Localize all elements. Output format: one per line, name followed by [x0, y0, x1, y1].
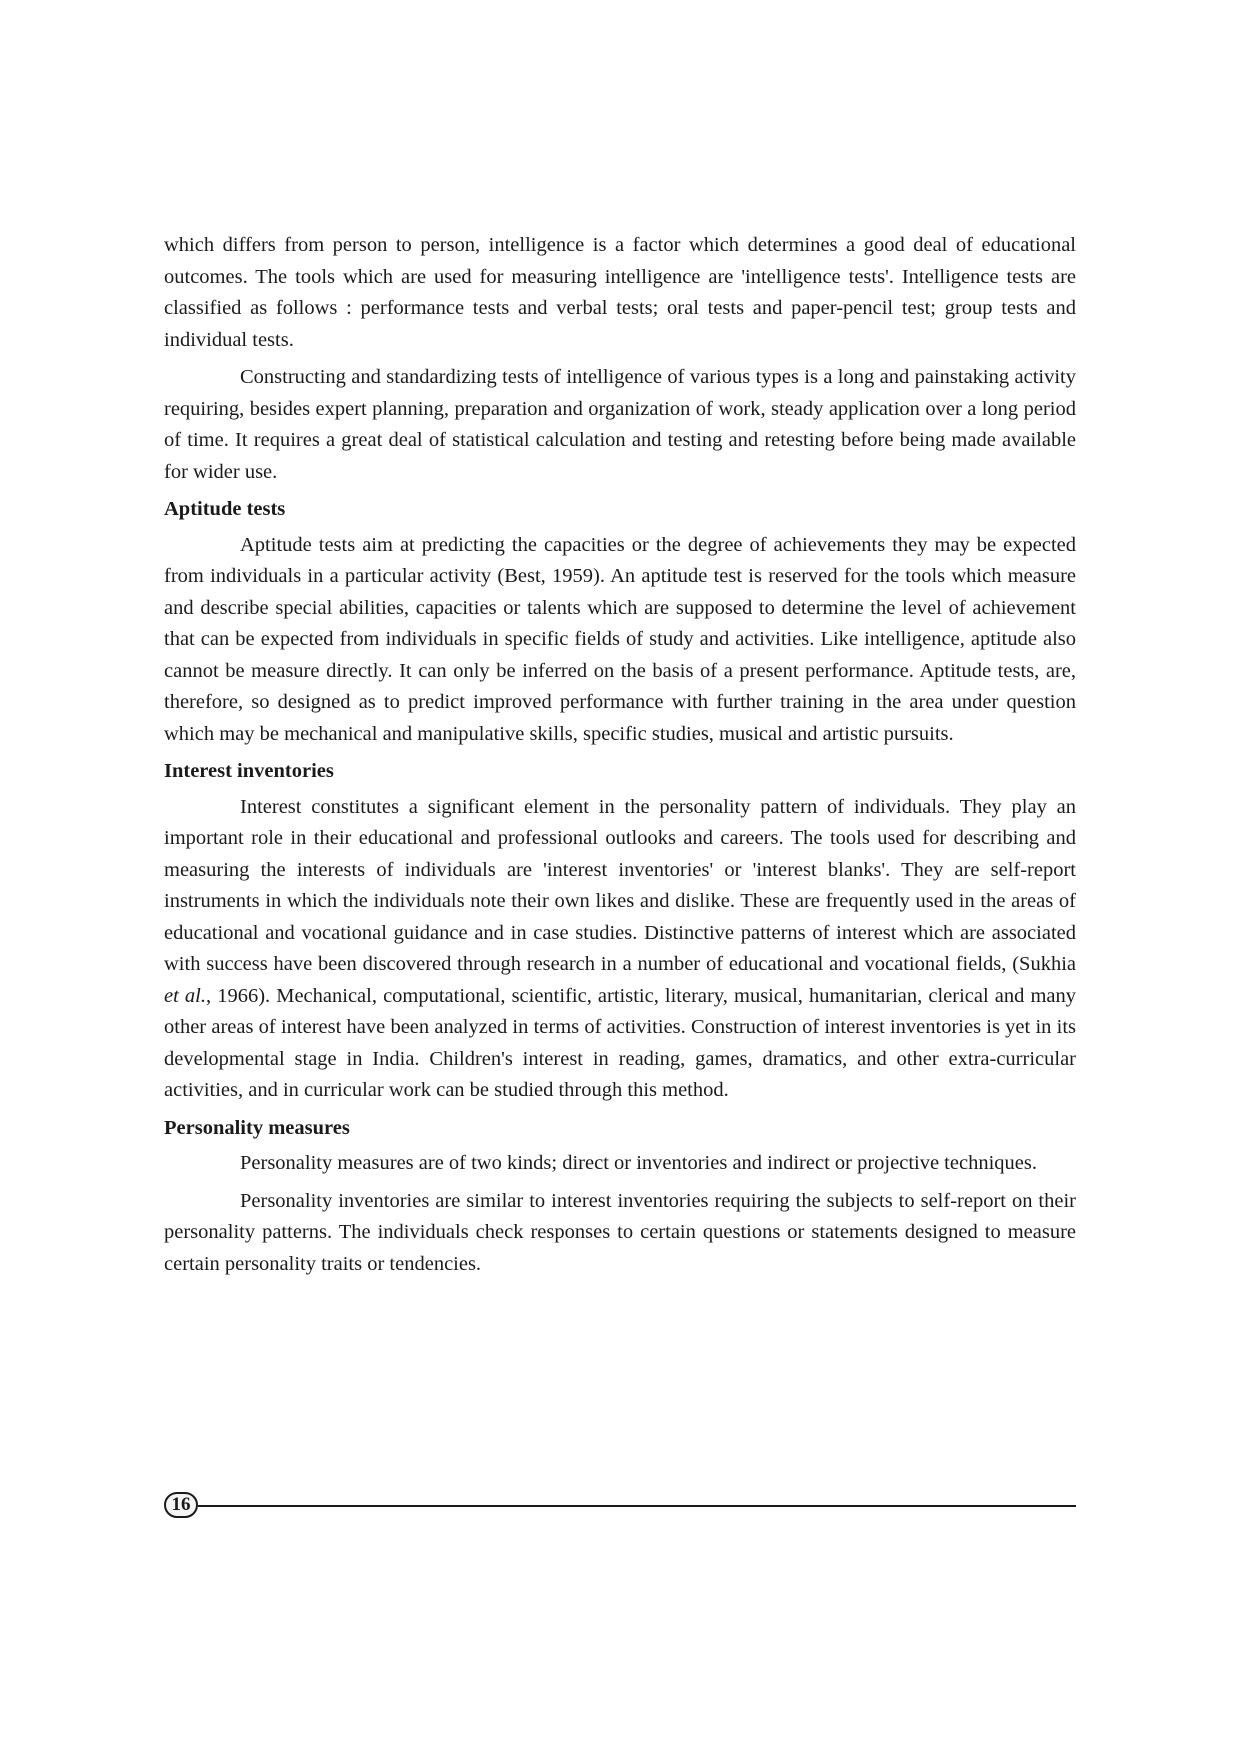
heading-aptitude-tests: Aptitude tests [164, 498, 286, 520]
paragraph-text-part: , 1966). Mechanical, computational, scientific, artistic, literary, musical, humanitarian, clerical and many other areas of interest have been analyzed in terms of activities. Construction of interest inventories is yet in its developmental stage in India. Children's interest in reading, games, dramatics, and other extra-curricular activities, and in curricular work can be studied through this method. [164, 984, 1076, 1101]
page-body [164, 230, 1076, 1286]
paragraph-personality-inventories: Personality inventories are similar to interest inventories requiring the subjects to self-report on their personality patterns. The individuals check responses to certain questions or statements designed to measure certain personality traits or tendencies. [164, 1189, 1076, 1275]
heading-interest-inventories: Interest inventories [164, 760, 334, 782]
page-number-badge: 16 [164, 1492, 198, 1518]
paragraph-interest-inventories [164, 792, 1076, 1107]
paragraph-constructing-tests: Constructing and standardizing tests of intelligence of various types is a long and painstaking activity requiring, besides expert planning, preparation and organization of work, steady application over a long period of time. It requires a great deal of statistical calculation and testing and retesting before being made available for wider use. [164, 366, 1076, 483]
paragraph-text-part: Interest constitutes a significant element in the personality pattern of individuals. They play an important role in their educational and professional outlooks and careers. The tools used for describing and measuring the interests of individuals are 'interest inventories' or 'interest blanks'. They are self-report instruments in which the individuals note their own likes and dislike. These are frequently used in the areas of educational and vocational guidance and in case studies. Distinctive patterns of interest which are associated with success have been discovered through research in a number of educational and vocational fields, (Sukhia [164, 795, 1076, 975]
page-footer [164, 1492, 1076, 1522]
paragraph-intelligence-continued: which differs from person to person, intelligence is a factor which determines a good deal of educational outcomes. The tools which are used for measuring intelligence are 'intelligence tests'. Intelligence tests are classified as follows : performance tests and verbal tests; oral tests and paper-pencil test; group tests and individual tests. [164, 234, 1076, 351]
paragraph-personality-kinds: Personality measures are of two kinds; direct or inventories and indirect or projective techniques. [240, 1152, 1037, 1174]
paragraph-aptitude-tests: Aptitude tests aim at predicting the capacities or the degree of achievements they may be expected from individuals in a particular activity (Best, 1959). An aptitude test is reserved for the tools which measure and describe special abilities, capacities or talents which are supposed to determine the level of achievement that can be expected from individuals in specific fields of study and activities. Like intelligence, aptitude also cannot be measure directly. It can only be inferred on the basis of a present performance. Aptitude tests, are, therefore, so designed as to predict improved performance with further training in the area under question which may be mechanical and manipulative skills, specific studies, musical and artistic pursuits. [164, 533, 1076, 745]
footer-rule [198, 1505, 1076, 1507]
heading-personality-measures: Personality measures [164, 1116, 350, 1139]
citation-italic: et al. [164, 984, 206, 1007]
